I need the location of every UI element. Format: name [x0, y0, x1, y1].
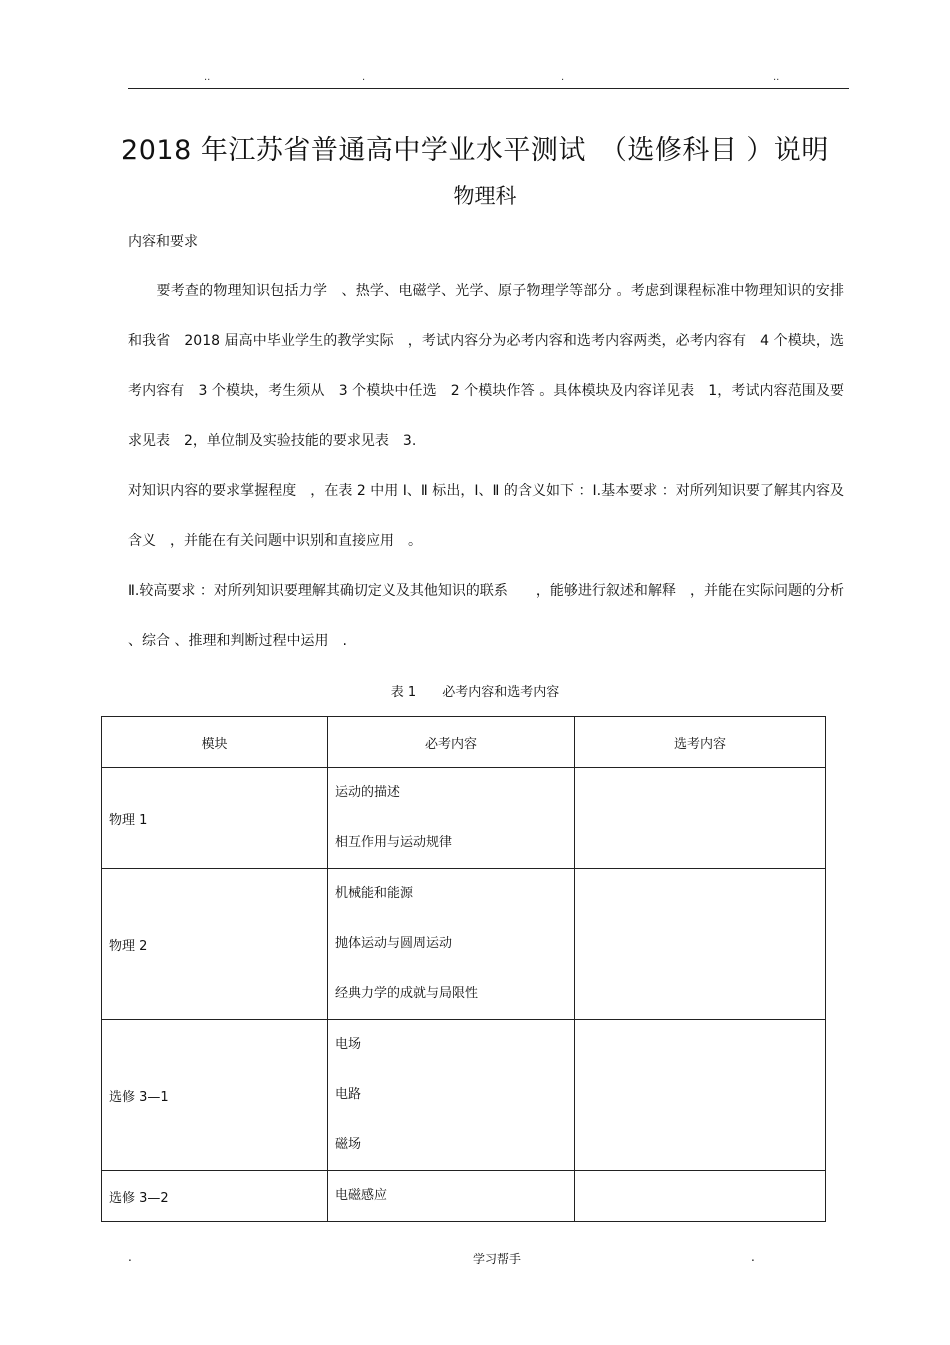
footer-mark-right: .: [751, 1250, 755, 1264]
body-paragraph-2: [128, 466, 844, 566]
required-cell: [328, 869, 575, 1020]
required-item: 经典力学的成就与局限性: [335, 986, 479, 1001]
module-cell: 物理 1: [102, 768, 328, 869]
required-item: 电场: [335, 1037, 362, 1052]
header-module: 模块: [102, 717, 328, 768]
required-item: 机械能和能源: [335, 886, 414, 901]
document-title: 2018 年江苏省普通高中学业水平测试 （选修科目 ）说明: [121, 135, 829, 166]
paragraph-text: 对知识内容的要求掌握程度 ，在表 2 中用 Ⅰ、Ⅱ 标出，Ⅰ、Ⅱ 的含义如下 ：Ⅰ.基本要求 ：对所列知识要了解其内容及含义 ，并能在有关问题中识别和直接应用 。: [128, 483, 844, 549]
header-mark-4: ..: [773, 72, 780, 83]
elective-cell: [575, 768, 826, 869]
document-subtitle: 物理科: [453, 184, 517, 208]
required-item: 运动的描述: [335, 785, 401, 800]
required-cell: [328, 768, 575, 869]
paragraph-text: Ⅱ.较高要求 ：对所列知识要理解其确切定义及其他知识的联系 ，能够进行叙述和解释 ，并能在实际问题的分析 、综合 、推理和判断过程中运用 .: [128, 583, 844, 649]
footer-text: 学习帮手: [472, 1252, 521, 1266]
required-item: 电路: [335, 1087, 362, 1102]
header-elective: 选考内容: [575, 717, 826, 768]
module-cell: 物理 2: [102, 869, 328, 1020]
header-mark-3: .: [561, 72, 565, 83]
table-row: [102, 1020, 826, 1171]
elective-cell: [575, 1020, 826, 1171]
table-row: [102, 1171, 826, 1222]
body-paragraph-3: [128, 566, 844, 666]
paragraph-text: 要考查的物理知识包括力学 、热学、电磁学、光学、原子物理学等部分 。考虑到课程标准中物理知识的安排和我省 2018 届高中毕业学生的教学实际 ，考试内容分为必考内容和选考内容两类，必考内容有 4 个模块，选考内容有 3 个模块，考生须从 3 个模块中任选 2 个模块作答 。具体模块及内容详见表 1，考试内容范围及要求见表 2，单位制及实验技能的要求见表 3.: [128, 283, 844, 449]
required-cell: [328, 1020, 575, 1171]
header-mark-2: .: [362, 72, 366, 83]
module-cell: 选修 3—2: [102, 1171, 328, 1222]
footer-mark-left: .: [128, 1250, 132, 1264]
table-caption: 表 1 必考内容和选考内容: [390, 685, 560, 700]
header-required: 必考内容: [328, 717, 575, 768]
section-heading: 内容和要求: [128, 234, 198, 250]
table-header-row: [102, 717, 826, 768]
header-mark-1: ..: [204, 72, 211, 83]
body-paragraph-1: [128, 266, 844, 466]
header-rule: [128, 88, 849, 89]
elective-cell: [575, 869, 826, 1020]
content-table: [101, 716, 826, 1222]
module-cell: 选修 3—1: [102, 1020, 328, 1171]
required-item: 磁场: [335, 1137, 362, 1152]
table-row: [102, 869, 826, 1020]
required-item: 相互作用与运动规律: [335, 835, 453, 850]
required-item: 抛体运动与圆周运动: [335, 936, 453, 951]
elective-cell: [575, 1171, 826, 1222]
table-row: [102, 768, 826, 869]
required-item: 电磁感应: [335, 1188, 388, 1203]
required-cell: [328, 1171, 575, 1222]
